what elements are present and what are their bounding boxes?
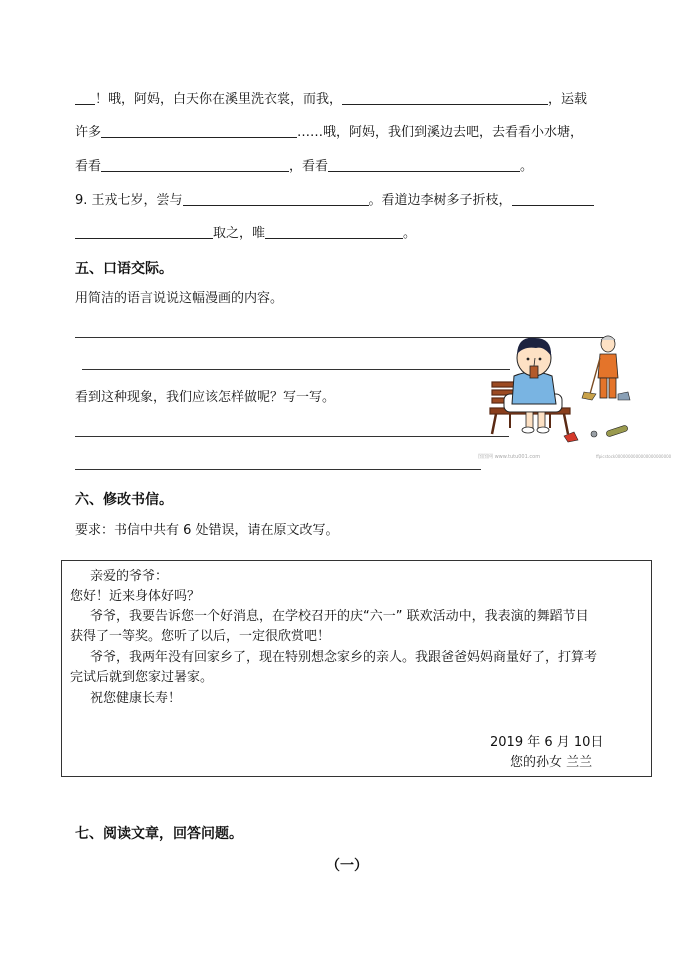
cartoon-illustration (478, 328, 672, 466)
answer-blank[interactable] (183, 191, 369, 206)
q9-text: 。 (403, 226, 417, 241)
letter-signature: 您的孙女 兰兰 (510, 755, 593, 770)
letter-paragraph: 完试后就到您家过暑家。 (70, 670, 214, 685)
answer-blank[interactable] (101, 157, 289, 172)
q9-text: 。看道边李树多子折枝， (368, 193, 512, 208)
q9-text: 取之，唯 (213, 226, 266, 241)
letter-paragraph: 获得了一等奖。您听了以后，一定很欣赏吧！ (70, 629, 331, 644)
answer-blank[interactable] (512, 191, 594, 206)
letter-salutation: 亲爱的爷爷： (90, 569, 169, 584)
litter-icon (564, 425, 628, 442)
image-watermark-right: ffpicstock0000000000000000000000 (596, 454, 672, 459)
passage-number: （一） (326, 858, 368, 874)
q8-text: ……哦，阿妈，我们到溪边去吧，去看看小水塘， (297, 125, 584, 140)
answer-blank[interactable] (75, 224, 213, 239)
answer-line[interactable] (82, 369, 510, 370)
section5-prompt: 看到这种现象，我们应该怎样做呢？写一写。 (75, 390, 336, 405)
q9-line-2 (75, 224, 416, 243)
section5-title: 五、口语交际。 (75, 261, 173, 277)
letter-box (61, 560, 652, 777)
letter-paragraph: 爷爷，我要告诉您一个好消息，在学校召开的庆“六一” 联欢活动中，我表演的舞蹈节目 (90, 609, 589, 624)
answer-blank[interactable] (342, 90, 548, 105)
section6-requirement: 要求：书信中共有 6 处错误，请在原文改写。 (75, 523, 339, 538)
q8-text: 许多 (75, 125, 102, 140)
letter-greeting: 您好！近来身体好吗？ (70, 589, 201, 604)
section6-title: 六、修改书信。 (75, 492, 173, 508)
q8-text: 。 (520, 159, 534, 174)
q8-text: 看看 (75, 159, 102, 174)
q8-text: ！哦，阿妈，白天你在溪里洗衣裳，而我， (95, 92, 343, 107)
section5-instruction: 用简洁的语言说说这幅漫画的内容。 (75, 291, 284, 306)
section7-title: 七、阅读文章，回答问题。 (75, 826, 243, 842)
q8-line-2 (75, 123, 583, 142)
letter-date: 2019 年 6 月 10日 (490, 735, 604, 750)
q9-line-1 (75, 191, 594, 210)
answer-blank[interactable] (75, 90, 95, 105)
answer-line[interactable] (75, 469, 481, 470)
q8-text: ，运载 (548, 92, 588, 107)
answer-blank[interactable] (101, 123, 297, 138)
answer-line[interactable] (75, 436, 509, 437)
q8-line-1 (75, 90, 587, 109)
image-watermark-left: 图图网 www.tutu001.com (478, 454, 541, 460)
answer-blank[interactable] (265, 224, 403, 239)
sweeper-figure (582, 336, 630, 400)
q8-line-3 (75, 157, 533, 176)
q8-text: ，看看 (289, 159, 329, 174)
letter-paragraph: 爷爷，我两年没有回家乡了，现在特别想念家乡的亲人。我跟爸爸妈妈商量好了，打算考 (90, 650, 598, 665)
q9-text: 9. 王戎七岁，尝与 (75, 193, 183, 208)
letter-closing: 祝您健康长寿！ (90, 691, 182, 706)
answer-blank[interactable] (328, 157, 520, 172)
